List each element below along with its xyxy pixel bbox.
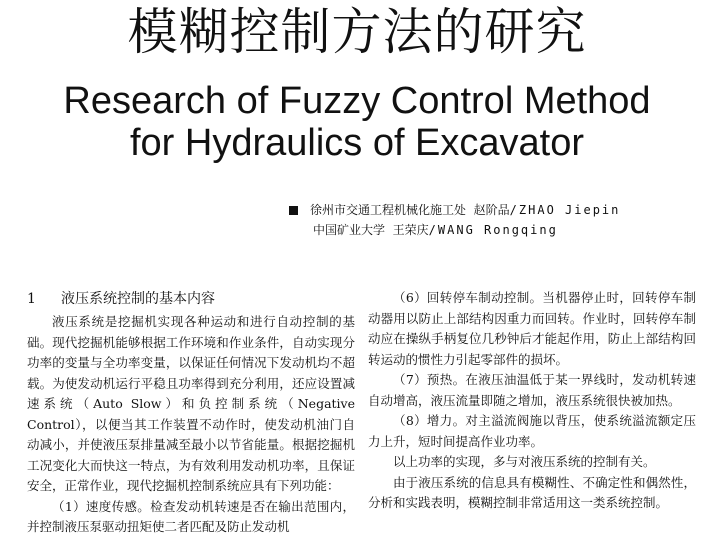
author-block (289, 200, 709, 240)
body-paragraph: （7）预热。在液压油温低于某一界线时，发动机转速自动增高，液压流量即随之增加，液压系统很快被加热。 (368, 372, 696, 408)
right-column (368, 288, 696, 514)
body-paragraph: 以上功率的实现，多与对液压系统的控制有关。 (393, 454, 656, 469)
title-english (0, 80, 714, 164)
affiliation-2: 中国矿业大学 (313, 223, 386, 237)
body-paragraph: 液压系统是挖掘机实现各种运动和进行自动控制的基础。现代挖掘机能够根据工作环境和作业条件，自动实现分功率的变量与全功率变量，以保证任何情况下发动机均不超载。为使发动机运行平稳且功率得到充分利用，还应设置减速系统（Auto Slow）和负控制系统（Negative Control），以便当其工作装置不动作时，使发动机油门自动减小，并使液压泵排量减至最小以节省能量。根据挖掘机工况变化大而快这一特点，为有效利用发动机功率，且保证安全，正常作业，现代挖掘机控制系统应具有下列功能： (27, 314, 355, 493)
section-number: 1 (27, 291, 36, 307)
author-line-2 (289, 220, 709, 240)
author-2-name-en: /WANG Rongqing (428, 223, 558, 237)
body-paragraph: （6）回转停车制动控制。当机器停止时，回转停车制动器用以防止上部结构因重力而回转。作业时，回转停车制动应在操纵手柄复位几秒钟后才能起作用，防止上部结构回转运动的惯性力引起零部件的损坏。 (368, 290, 696, 367)
square-bullet-icon (289, 206, 298, 215)
author-2-name-cn: 王荣庆 (392, 223, 429, 237)
author-line-1 (289, 200, 709, 220)
affiliation-1: 徐州市交通工程机械化施工处 (310, 203, 467, 217)
author-1-name-en: /ZHAO Jiepin (509, 203, 621, 217)
body-paragraph: 由于液压系统的信息具有模糊性、不确定性和偶然性，分析和实践表明，模糊控制非常适用这一类系统控制。 (368, 474, 696, 510)
left-column (27, 288, 355, 538)
section-title: 液压系统控制的基本内容 (61, 291, 215, 307)
title-english-line1: Research of Fuzzy Control Method (63, 80, 651, 122)
title-chinese: 模糊控制方法的研究 (127, 3, 587, 61)
body-paragraph: （1）速度传感。检查发动机转速是否在输出范围内，并控制液压泵驱动扭矩使二者匹配及防止发动机 (27, 498, 355, 534)
body-paragraph: （8）增力。对主溢流阀施以背压，使系统溢流额定压力上升，短时间提高作业功率。 (368, 413, 696, 449)
title-english-line2: for Hydraulics of Excavator (129, 122, 585, 164)
section-heading (27, 288, 355, 310)
author-1-name-cn: 赵阶品 (473, 203, 510, 217)
